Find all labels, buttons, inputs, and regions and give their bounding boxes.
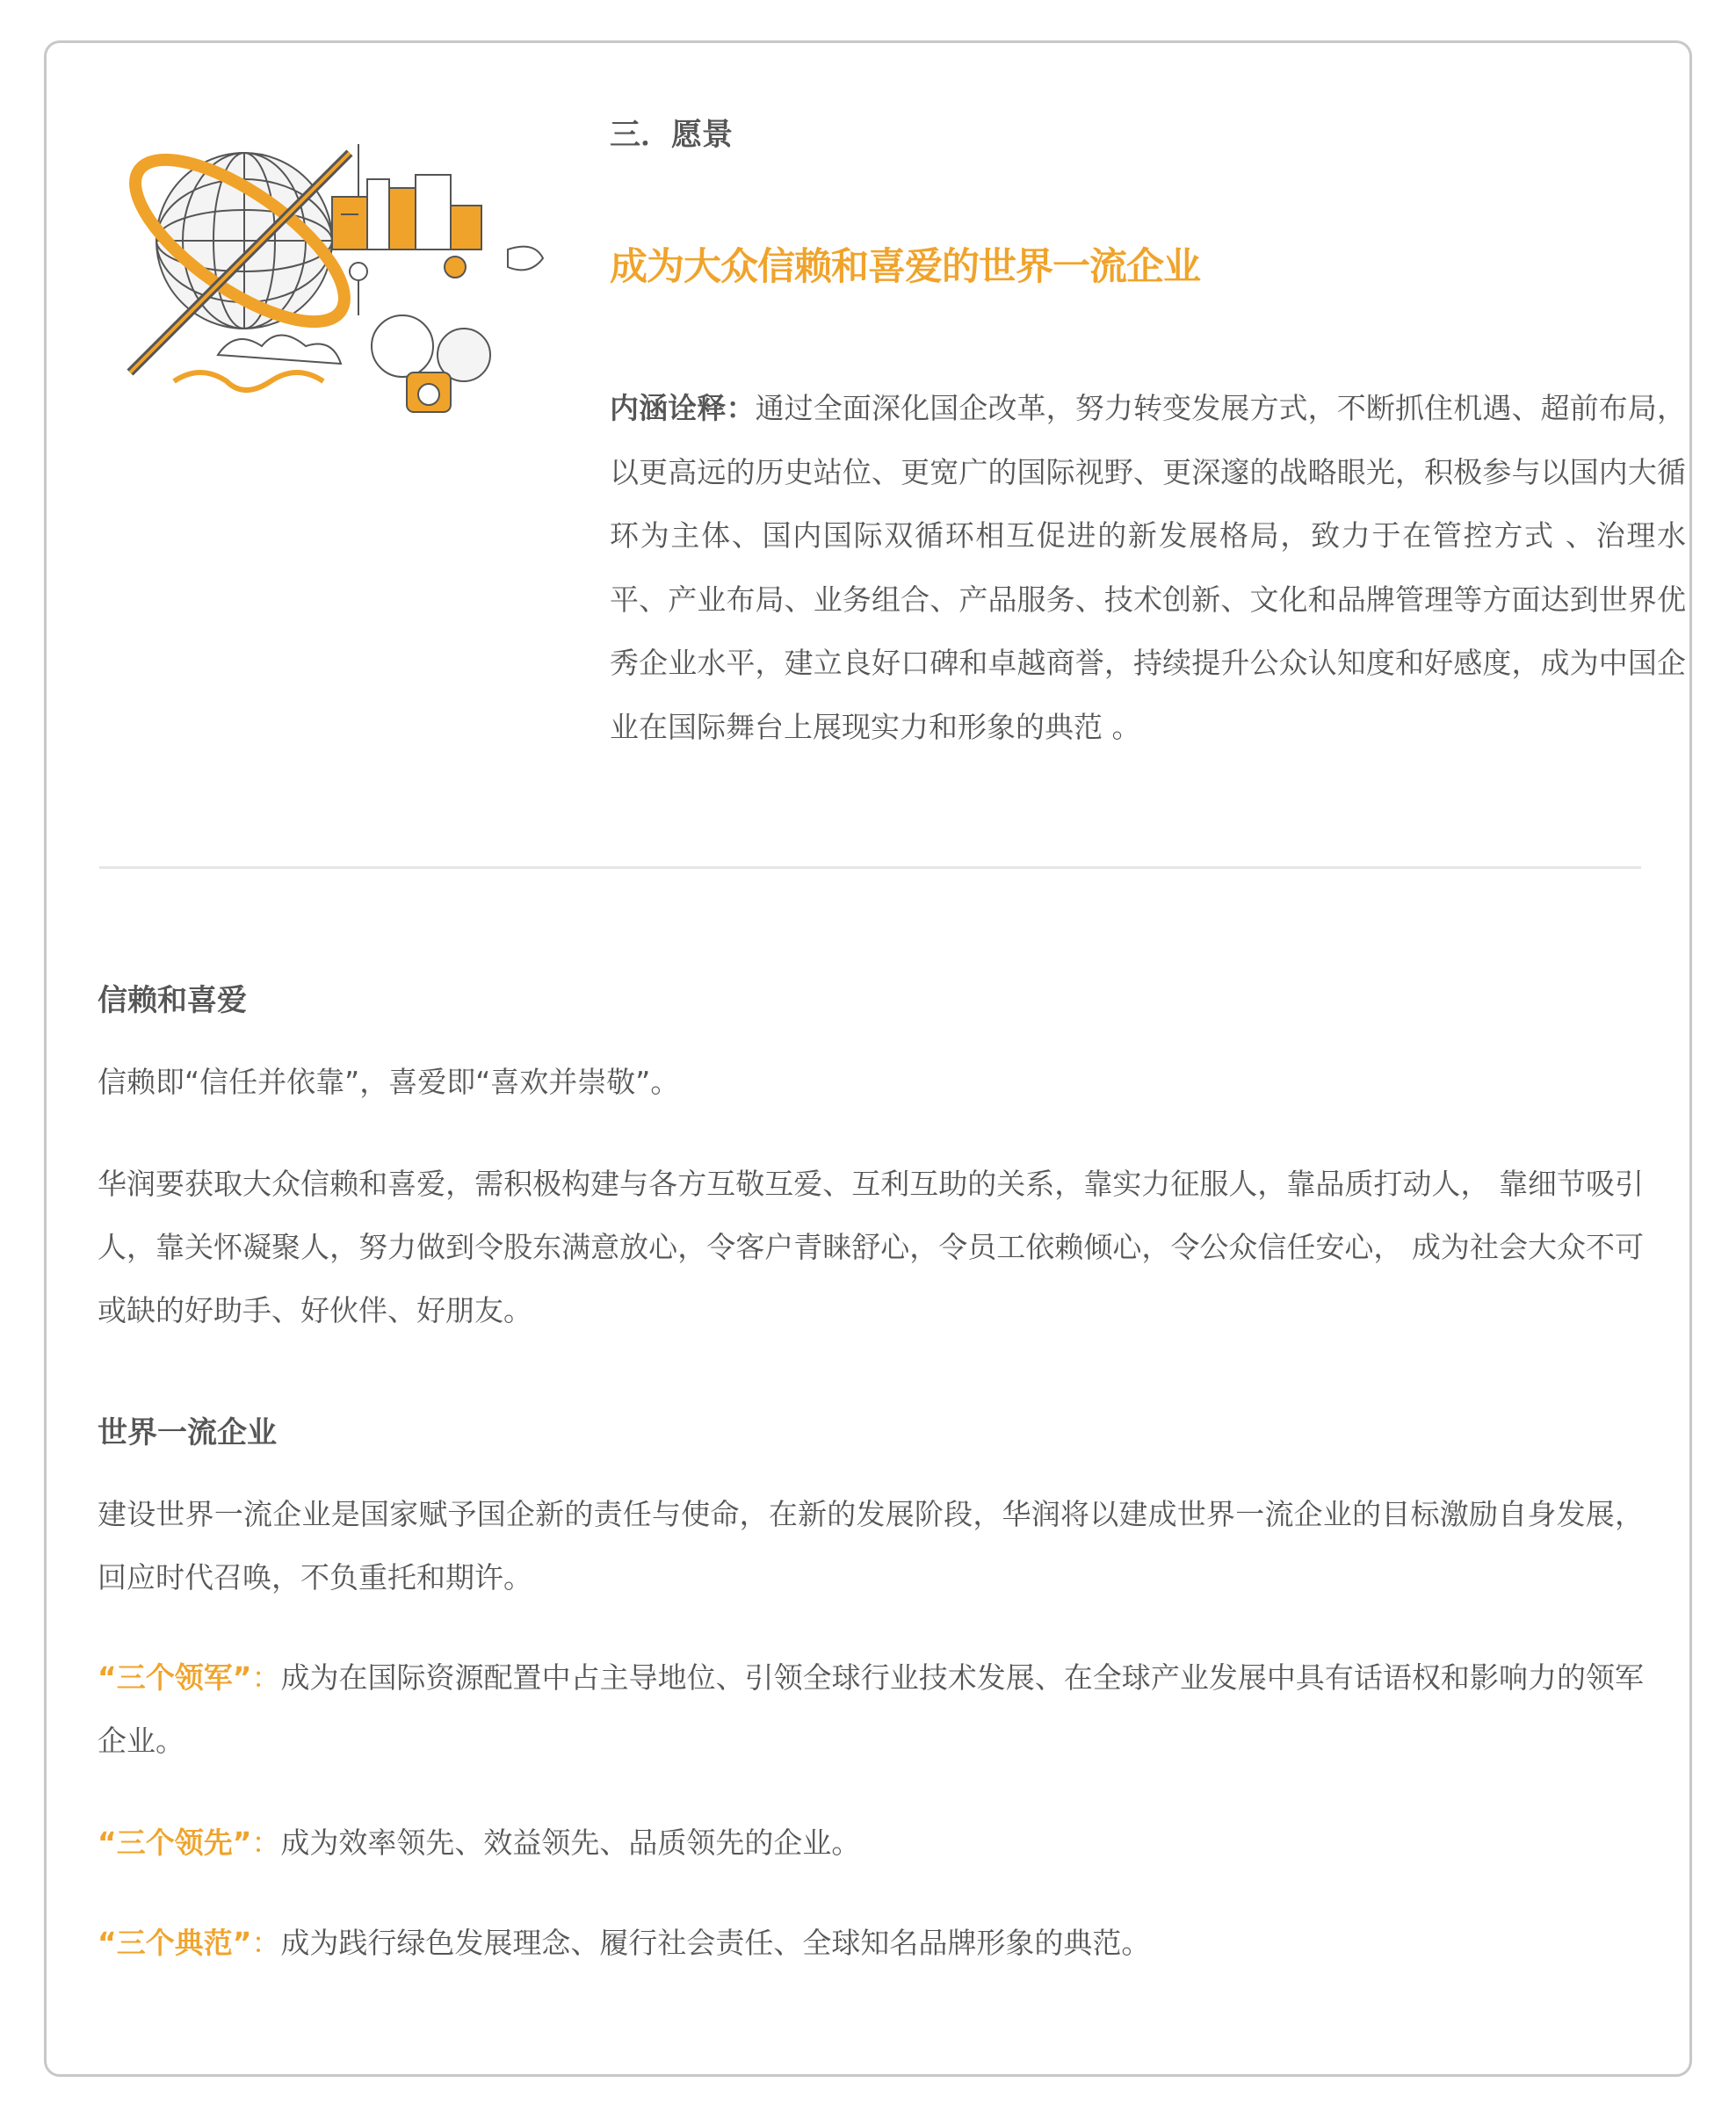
list-item [98,1646,1644,1773]
vision-illustration [95,91,552,425]
item-label: “三个领先” [98,1826,252,1860]
vision-title: 成为大众信赖和喜爱的世界一流企业 [610,245,1200,289]
item-label: “三个领军” [98,1660,252,1695]
item-colon: ： [251,1660,281,1695]
content-card [44,40,1692,2077]
list-item [98,1811,1644,1875]
item-colon: ： [251,1826,281,1860]
item-text: 成为践行绿色发展理念、履行社会责任、全球知名品牌形象的典范。 [280,1926,1151,1960]
item-text: 成为在国际资源配置中占主导地位、引领全球行业技术发展、在全球产业发展中具有话语权和影响力的领军企业。 [98,1660,1644,1758]
trust-heading: 信赖和喜爱 [98,983,247,1018]
section-divider [99,866,1641,869]
trust-definition: 信赖即“信任并依靠”，喜爱即“喜欢并崇敬”。 [98,1065,680,1099]
world-class-heading: 世界一流企业 [98,1415,277,1450]
world-class-body: 建设世界一流企业是国家赋予国企新的责任与使命，在新的发展阶段，华润将以建成世界一流企业的目标激励自身发展，回应时代召唤，不负重托和期许。 [98,1497,1644,1594]
explanation-text: 通过全面深化国企改革，努力转变发展方式，不断抓住机遇、超前布局，以更高远的历史站位、更宽广的国际视野、更深邃的战略眼光，积极参与以国内大循环为主体、国内国际双循环相互促进的新发展格局，致力于在管控方式 、治理水平、产业布局、业务组合、产品服务、技术创新、文化和品牌管理等方面达到世界优秀企业水平，建立良好口碑和卓越商誉，持续提升公众认知度和好感度，成为中国企业在国际舞台上展现实力和形象的典范 。 [610,391,1687,744]
item-label: “三个典范” [98,1926,252,1960]
explanation-lead: 内涵诠释： [610,391,756,425]
section-heading: 三．愿景 [610,118,734,153]
item-text: 成为效率领先、效益领先、品质领先的企业。 [280,1826,861,1860]
list-item [98,1912,1644,1975]
vision-section [610,113,1687,744]
vision-explanation [610,377,1686,759]
item-colon: ： [251,1926,281,1960]
trust-body: 华润要获取大众信赖和喜爱，需积极构建与各方互敬互爱、互利互助的关系，靠实力征服人，靠品质打动人， 靠细节吸引人，靠关怀凝聚人，努力做到令股东满意放心，令客户青睐舒心，令员工依赖倾心，令公众信任安心， 成为社会大众不可或缺的好助手、好伙伴、好朋友。 [98,1167,1644,1327]
